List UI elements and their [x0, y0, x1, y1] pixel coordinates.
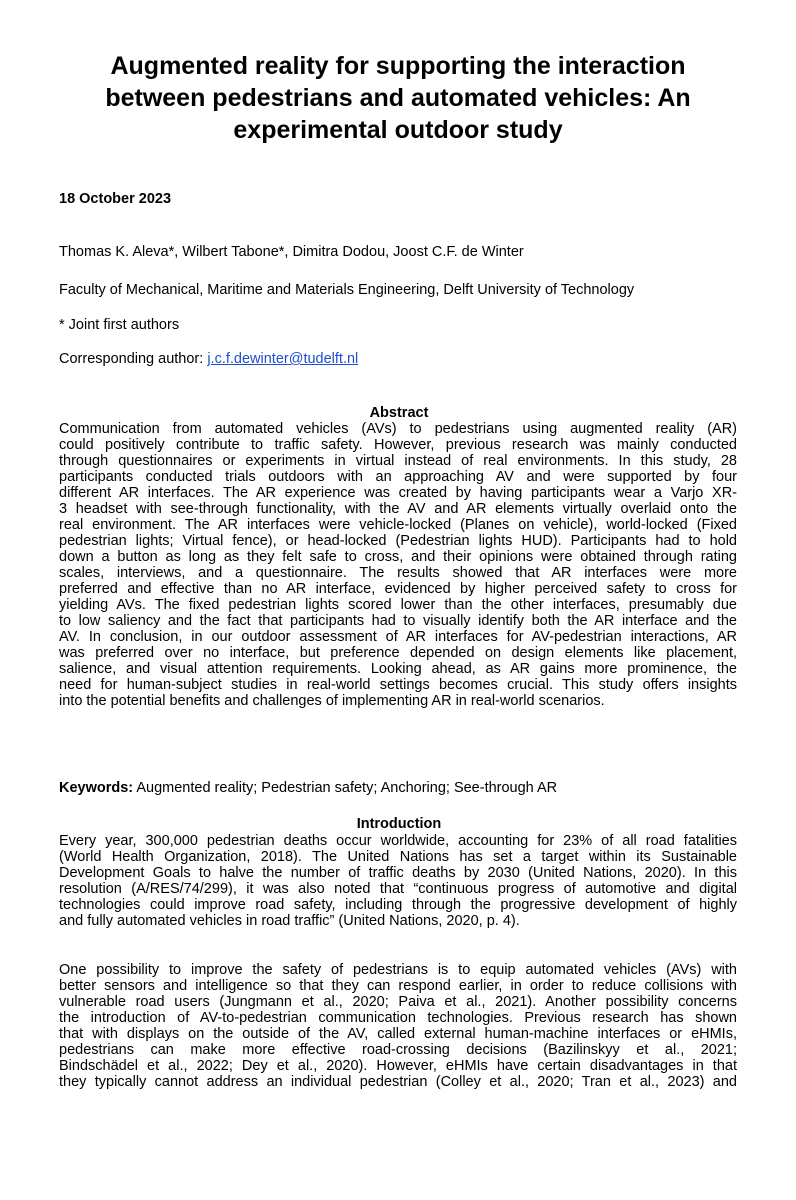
abstract-line: could positively contribute to traffic safety. However, previous research was mainly conducted: [59, 437, 737, 453]
abstract-line: Communication from automated vehicles (AVs) to pedestrians using augmented reality (AR): [59, 421, 737, 437]
abstract-line: participants conducted trials outdoors with an approaching AV and were supported by four: [59, 469, 737, 485]
intro-line: Development Goals to halve the number of traffic deaths by 2030 (United Nations, 2020). In this: [59, 865, 737, 881]
introduction-paragraph-1: [59, 833, 737, 929]
intro-line: Every year, 300,000 pedestrian deaths occur worldwide, accounting for 23% of all road fatalities: [59, 833, 737, 849]
intro-line: they typically cannot address an individual pedestrian (Colley et al., 2020; Tran et al., 2023) and: [59, 1074, 737, 1090]
abstract-line: 3 headset with see-through functionality, with the AV and AR elements virtually overlaid onto the: [59, 501, 737, 517]
abstract-line: AV. In conclusion, in our outdoor assessment of AR interfaces for AV-pedestrian interactions, AR: [59, 629, 737, 645]
corresponding-author: [59, 350, 358, 368]
author-list: Thomas K. Aleva*, Wilbert Tabone*, Dimitra Dodou, Joost C.F. de Winter: [59, 244, 524, 260]
abstract-line: preferred and effective than no AR interface, evidenced by higher perceived safety to cross for: [59, 581, 737, 597]
paper-date: 18 October 2023: [59, 191, 172, 207]
keywords: [59, 779, 557, 797]
intro-line: and fully automated vehicles in road traffic” (United Nations, 2020, p. 4).: [59, 913, 520, 929]
intro-line: that with displays on the outside of the AV, called external human-machine interfaces or eHMIs,: [59, 1026, 737, 1042]
introduction-heading: Introduction: [356, 816, 442, 832]
paper-title: [60, 50, 736, 146]
abstract-line: into the potential benefits and challenges of implementing AR in real-world scenarios.: [59, 693, 605, 709]
intro-line: (World Health Organization, 2018). The United Nations has set a target within its Sustainable: [59, 849, 737, 865]
affiliation: Faculty of Mechanical, Maritime and Materials Engineering, Delft University of Technology: [59, 282, 635, 298]
abstract-line: salience, and visual attention requirements. Looking ahead, as AR gains more prominence, the: [59, 661, 737, 677]
abstract-line: scales, interviews, and a questionnaire. The results showed that AR interfaces were more: [59, 565, 737, 581]
abstract-line: was preferred over no interface, but preference depended on design elements like placement,: [59, 645, 737, 661]
abstract-line: through questionnaires or experiments in virtual instead of real environments. In this study, 28: [59, 453, 737, 469]
corresponding-email-link[interactable]: j.c.f.dewinter@tudelft.nl: [207, 351, 359, 367]
intro-line: pedestrians can make more effective road-crossing decisions (Bazilinskyy et al., 2021;: [59, 1042, 737, 1058]
abstract-line: real environment. The AR interfaces were vehicle-locked (Planes on vehicle), world-locked (Fixed: [59, 517, 737, 533]
abstract-line: different AR interfaces. The AR experience was created by having participants wear a Varjo XR-: [59, 485, 737, 501]
intro-line: technologies could improve road safety, including through the progressive development of highly: [59, 897, 737, 913]
title-line: Augmented reality for supporting the interaction: [110, 52, 686, 80]
introduction-paragraph-2: [59, 962, 737, 1090]
intro-line: the introduction of AV-to-pedestrian communication technologies. Previous research has shown: [59, 1010, 737, 1026]
keywords-text: Augmented reality; Pedestrian safety; Anchoring; See-through AR: [133, 780, 558, 796]
joint-authors-note: * Joint first authors: [59, 317, 180, 333]
intro-line: vulnerable road users (Jungmann et al., 2020; Paiva et al., 2021). Another possibility concerns: [59, 994, 737, 1010]
intro-line: resolution (A/RES/74/299), it was also noted that “continuous progress of automotive and digital: [59, 881, 737, 897]
intro-line: One possibility to improve the safety of pedestrians is to equip automated vehicles (AVs) with: [59, 962, 737, 978]
abstract-heading: Abstract: [369, 405, 429, 421]
abstract-line: down a button as long as they felt safe to cross, and their opinions were obtained through rating: [59, 549, 737, 565]
corresponding-label: Corresponding author:: [59, 351, 208, 367]
intro-line: better sensors and intelligence so that they can respond earlier, in order to reduce collisions with: [59, 978, 737, 994]
title-line: experimental outdoor study: [233, 116, 563, 144]
abstract-body: [59, 421, 737, 709]
intro-line: Bindschädel et al., 2022; Dey et al., 2020). However, eHMIs have certain disadvantages in that: [59, 1058, 737, 1074]
abstract-line: to low saliency and the fact that participants had to visually identify both the AR interface and the: [59, 613, 737, 629]
abstract-line: pedestrian lights; Virtual fence), or head-locked (Pedestrian lights HUD). Participants had to hold: [59, 533, 737, 549]
abstract-line: need for human-subject studies in real-world settings becomes crucial. This study offers insights: [59, 677, 737, 693]
abstract-line: yielding AVs. The fixed pedestrian lights scored lower than the other interfaces, presumably due: [59, 597, 737, 613]
title-line: between pedestrians and automated vehicles: An: [105, 84, 691, 112]
keywords-label: Keywords:: [59, 780, 134, 796]
